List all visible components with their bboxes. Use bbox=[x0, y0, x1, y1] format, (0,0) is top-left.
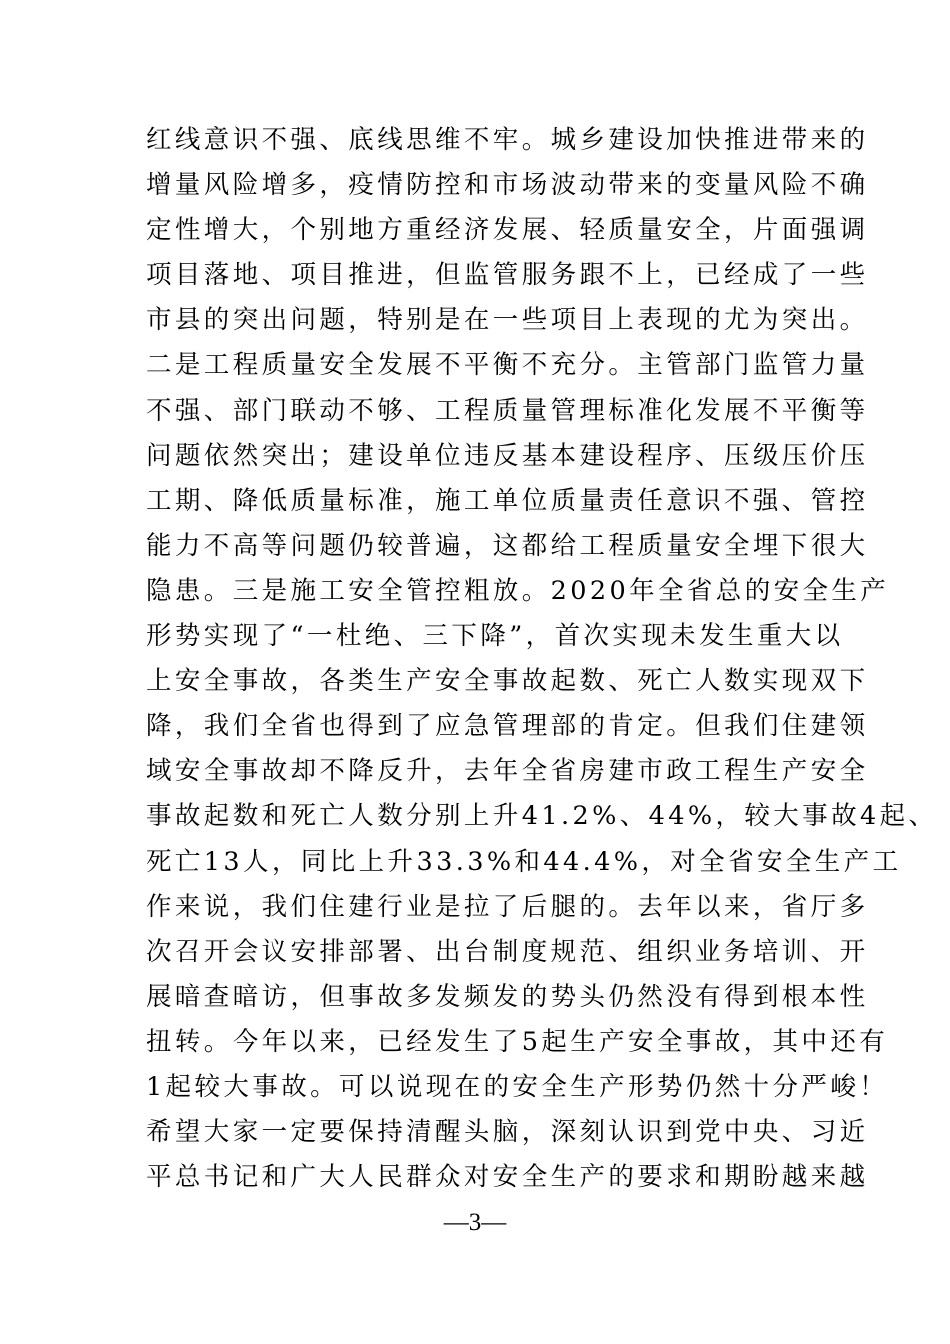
text-line: 定性增大，个别地方重经济发展、轻质量安全，片面强调 bbox=[146, 215, 869, 246]
text-line: 增量风险增多，疫情防控和市场波动带来的变量风险不确 bbox=[146, 170, 869, 201]
text-line: 降，我们全省也得到了应急管理部的肯定。但我们住建领 bbox=[146, 711, 869, 742]
text-line: 1起较大事故。可以说现在的安全生产形势仍然十分严峻！ bbox=[146, 1071, 889, 1102]
text-line: 死亡13人，同比上升33.3%和44.4%，对全省安全生产工 bbox=[146, 846, 902, 877]
text-line: 扭转。今年以来，已经发生了5起生产安全事故，其中还有 bbox=[146, 1026, 889, 1057]
text-line: 不强、部门联动不够、工程质量管理标准化发展不平衡等 bbox=[146, 395, 869, 426]
text-line: 二是工程质量安全发展不平衡不充分。主管部门监管力量 bbox=[146, 350, 869, 381]
text-line: 工期、降低质量标准，施工单位质量责任意识不强、管控 bbox=[146, 485, 869, 516]
text-line: 次召开会议安排部署、出台制度规范、组织业务培训、开 bbox=[146, 936, 869, 967]
document-body bbox=[146, 118, 938, 1200]
text-line: 红线意识不强、底线思维不牢。城乡建设加快推进带来的 bbox=[146, 125, 869, 155]
text-line: 作来说，我们住建行业是拉了后腿的。去年以来，省厅多 bbox=[146, 891, 869, 922]
page-number: —3— bbox=[443, 1209, 507, 1236]
text-line: 域安全事故却不降反升，去年全省房建市政工程生产安全 bbox=[146, 756, 869, 787]
text-line: 市县的突出问题，特别是在一些项目上表现的尤为突出。 bbox=[146, 305, 869, 336]
text-line: 事故起数和死亡人数分别上升41.2%、44%，较大事故4起、 bbox=[146, 801, 938, 832]
text-line: 隐患。三是施工安全管控粗放。2020年全省总的安全生产 bbox=[146, 575, 890, 606]
text-line: 能力不高等问题仍较普遍，这都给工程质量安全埋下很大 bbox=[146, 530, 869, 561]
text-line: 平总书记和广大人民群众对安全生产的要求和期盼越来越 bbox=[146, 1162, 869, 1193]
text-line: 上安全事故，各类生产安全事故起数、死亡人数实现双下 bbox=[146, 666, 869, 697]
text-line: 展暗查暗访，但事故多发频发的势头仍然没有得到根本性 bbox=[146, 981, 869, 1012]
text-line: 形势实现了“一杜绝、三下降”，首次实现未发生重大以 bbox=[146, 621, 844, 652]
text-line: 希望大家一定要保持清醒头脑，深刻认识到党中央、习近 bbox=[146, 1117, 869, 1148]
text-line: 项目落地、项目推进，但监管服务跟不上，已经成了一些 bbox=[146, 260, 869, 291]
text-line: 问题依然突出；建设单位违反基本建设程序、压级压价压 bbox=[146, 440, 869, 471]
